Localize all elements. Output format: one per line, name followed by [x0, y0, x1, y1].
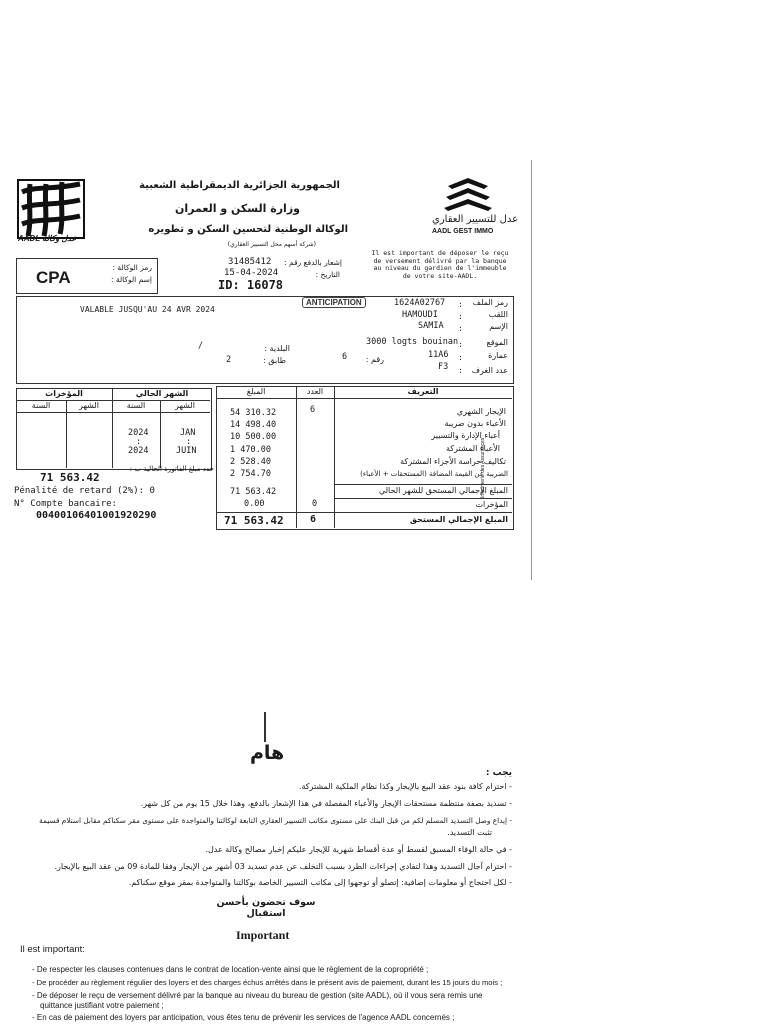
arrears-year-label: السنة — [31, 401, 51, 410]
important-ar-item-4: - في حالة الوفاء المسبق لقسط أو عدة أقساط شهرية للإيجار عليكم إخبار مصالح وكالة عدل. — [205, 845, 512, 854]
important-ar-item-1: - احترام كافة بنود عقد البيع بالإيجار وكذا نظام الملكية المشتركة. — [298, 782, 512, 791]
floor: 2 — [226, 355, 232, 365]
gestimmo-logo-icon — [438, 176, 498, 218]
guard-label: تكاليف حراسة الأجزاء المشتركة — [400, 457, 506, 466]
firstname-label: الإسم — [489, 322, 508, 331]
important-fr-title: Important — [236, 928, 290, 942]
arrears-month-label: الشهر — [79, 401, 99, 410]
valid-until: VALABLE JUSQU'AU 24 AVR 2024 — [80, 305, 215, 314]
commune: / — [198, 341, 204, 351]
file-code-label: رمز الملف — [472, 298, 508, 307]
important-ar-item-6: - لكل احتجاج أو معلومات إضافية: إتصلو أو توجهوا إلى مكاتب التسيير الخاصة بوكالتنا والمتواجدة بمقر موقع سكناكم. — [128, 878, 512, 887]
important-fr-item-3b: quittance justifiant votre paiement ; — [40, 1001, 164, 1010]
rent-amount: 54 310.32 — [230, 408, 277, 418]
agency-code-value: CPA — [36, 268, 71, 287]
grand-total-amount: 71 563.42 — [224, 514, 284, 527]
notice-id: ID: 16078 — [218, 278, 284, 292]
important-ar-item-5: - احترام آجال التسديد وهذا لتفادي إجراءات الطرد بسبب التخلف عن عدم تسديد 03 أشهر من الإيجار وفقا للمادة 09 من عقد البيع بالإيجار. — [54, 862, 512, 871]
lastname-label: اللقب — [488, 310, 508, 319]
notice-date-label: التاريخ : — [315, 270, 340, 279]
important-ar-item-3b: تثبت التسديد. — [447, 828, 492, 837]
notice-number-label: إشعار بالدفع رقم : — [284, 258, 342, 267]
agency-title: الوكالة الوطنية لتحسين السكن و تطويره — [148, 224, 348, 235]
total-amount: 71 563.42 — [40, 471, 100, 484]
current-year-label: السنة — [126, 401, 146, 410]
rooms-label: عدد الغرف — [471, 366, 508, 375]
current-month-label: الشهر — [175, 401, 195, 410]
bank-account-label: N° Compte bancaire: — [14, 499, 117, 509]
period-start-month: JAN — [180, 428, 196, 438]
site-label: الموقع — [486, 338, 508, 347]
republic-title: الجمهورية الجزائرية الديمقراطية الشعبية — [139, 180, 340, 191]
notice-date: 15-04-2024 — [224, 268, 279, 278]
site: 3000 logts bouinan — [366, 337, 459, 347]
grand-total-count: 6 — [310, 514, 317, 525]
notice-number: 31485412 — [228, 257, 272, 267]
count-header: العدد — [306, 387, 324, 396]
important-fr-item-4: - En cas de paiement des loyers par anticipation, vous êtes tenu de prévenir les services de l'agence AADL concernés ; — [32, 1013, 455, 1022]
floor-label: طابق : — [263, 356, 286, 365]
important-ar-item-2: - تسديد بصفة منتظمة مستحقات الإيجار والأعباء المفصلة في هذا الإشعار بالدفع، وهذا خلال 15 يوم من كل شهر. — [140, 799, 512, 808]
ministry-title: وزارة السكن و العمران — [175, 202, 300, 215]
unit-number-label: رقم : — [365, 355, 384, 364]
late-penalty: Pénalité de retard (2%): 0 — [14, 486, 155, 496]
building-label: عمارة — [488, 351, 508, 360]
printer-mark: Imprimerie des Assurances — [480, 437, 486, 498]
admin-amount: 10 500.00 — [230, 432, 277, 442]
must-label: يجب : — [485, 768, 512, 778]
period-separator-month: : — [186, 437, 192, 447]
common-label: الأعباء المشتركة — [445, 444, 500, 453]
vat-amount: 2 754.70 — [230, 469, 271, 479]
admin-label: أعباء الإدارة والتسيير — [431, 431, 500, 440]
anticipation-stamp: ANTICIPATION — [302, 297, 366, 308]
designation-header: التعريف — [407, 387, 439, 396]
period-end-year: 2024 — [128, 446, 149, 456]
lastname: HAMOUDI — [402, 310, 438, 320]
period-start-year: 2024 — [128, 428, 149, 438]
common-amount: 1 470.00 — [230, 445, 271, 455]
deposit-notice: Il est important de déposer le reçu de versement délivré par la banque au niveau du gardien de l'immeuble de votre site-AADL. — [371, 249, 509, 280]
period-separator-year: : — [136, 437, 142, 447]
rent-count: 6 — [310, 405, 316, 415]
firstname: SAMIA — [418, 321, 444, 331]
important-fr-item-2: - De procéder au règlement régulier des loyers et des charges échus arrêtés dans le présent avis de paiement, durant les 15 jours du mois ; — [32, 978, 503, 987]
rent-label: الإيجار الشهري — [456, 407, 506, 416]
vat-label: الضريبة عن القيمة المضافة (المستحقات + الأعباء) — [360, 470, 508, 478]
rooms: F3 — [438, 362, 449, 372]
period-end-month: JUIN — [176, 446, 197, 456]
charges-amount: 14 498.40 — [230, 420, 277, 430]
gestimmo-arabic-name: عدل للتسيير العقاري — [432, 214, 519, 225]
current-month-header: الشهر الحالي — [135, 389, 189, 398]
amount-header: المبلغ — [246, 387, 266, 396]
commune-label: البلدية : — [264, 344, 290, 353]
important-fr-intro: Il est important: — [20, 944, 85, 955]
scan-edge — [531, 160, 532, 580]
important-ar-item-3: - إيداع وصل التسديد المسلم لكم من قبل البنك على مستوى مكاتب التسيير العقاري التابعة لوكالتنا والمتواجدة على مستوى مقر سكناكم مقابل استلام قسيمة — [39, 816, 512, 825]
agency-subtitle: (شركة أسهم محل التسيير العقاري) — [227, 241, 316, 248]
arrears-amount: 0.00 — [244, 499, 265, 509]
payment-notice-document: AADL عدل وكالة الجمهورية الجزائرية الديمقراطية الشعبية وزارة السكن و العمران الوكالة الوطنية لتحسين السكن و تطويره (شركة أسهم محل التسيير العقاري) عدل للتسيير العقاري AADL GEST IMMO Il est important de déposer le reçu de versement délivré par la banque au niveau du gardien de l'immeuble de votre site-AADL. رمز الوكالة : إسم الوكالة : CPA 31485412 إشعار بالدفع رقم : 15-04-2024 التاريخ : ID: 16078 VALABLE JUSQU'AU 24 AVR 2024 ANTICIPATION 1624A02767 HAMOUDI SAMIA 3000 logts bouinan 11A6 F3 رمز الملف اللقب الإسم الموقع عمارة عدد الغرف : : : : : : / البلدية : 2 طابق : 6 رقم : المؤخرات الشهر الحالي السنة الشهر السنة الشهر 2024 : 2024 JAN : JUIN 71 563.42 حدد مبلغ الفاتورة الحالية ب : Pénalité de retard (2%): 0 N° Compte bancaire: 00400106401001920290 التعريف العدد المبلغ 54 310.32 6 الإيجار الشهري 14 498.40 الأعباء بدون ضريبة 10 500.00 أعباء الإدارة والتسيير 1 470.00 الأعباء المشتركة 2 528.40 تكاليف حراسة الأجزاء المشتركة 2 754.70 الضريبة عن القيمة المضافة (المستحقات + الأعباء) 71 563.42 المبلغ الإجمالي المستحق للشهر الحالي 0.00 0 المؤخرات 71 563.42 6 المبلغ الإجمالي المستحق Imprimerie des Assurances هام يجب : - احترام كافة بنود عقد البيع بالإيجار وكذا نظام الملكية المشتركة. - تسديد بصفة منتظمة مستحقات الإيجار والأعباء المفصلة في هذا الإشعار بالدفع، وهذا خلال 15 يوم من كل شهر. - إيداع وصل التسديد المسلم لكم من قبل البنك على مستوى مكاتب التسيير العقاري التابعة لوكالتنا والمتواجدة على مستوى مقر سكناكم مقابل استلام قسيمة تثبت التسديد. - في حالة الوفاء المسبق لقسط أو عدة أقساط شهرية للإيجار عليكم إخبار مصالح وكالة عدل. - احترام آجال التسديد وهذا لتفادي إجراءات الطرد بسبب التخلف عن عدم تسديد 03 أشهر من الإيجار وفقا للمادة 09 من عقد البيع بالإيجار. - لكل احتجاج أو معلومات إضافية: إتصلو أو توجهوا إلى مكاتب التسيير الخاصة بوكالتنا والمتواجدة بمقر موقع سكناكم. سوف تحضون بأحسن استقبال Important Il est important: - De respecter les clauses contenues dans le contrat de location-vente ainsi que le règlement de la copropriété ; - De procéder au règlement régulier des loyers et des charges échus arrêtés dans le présent avis de paiement, durant les 15 jours du mois ; - De déposer le reçu de versement délivré par la banque au niveau du bureau de gestion (site AADL), où il vous sera remis une quittance justifiant votre paiement ; - En cas de paiement des loyers par anticipation, vous êtes tenu de prévenir les services de l'agence AADL concernés ; — [0, 0, 768, 1024]
subtotal-amount: 71 563.42 — [230, 487, 277, 497]
important-fr-item-3: - De déposer le reçu de versement délivré par la banque au niveau du bureau de gestion (site AADL), où il vous sera remis une — [32, 991, 483, 1000]
important-fr-item-1: - De respecter les clauses contenues dans le contrat de location-vente ainsi que le règlement de la copropriété ; — [32, 965, 429, 974]
important-ar-title: هام — [250, 742, 285, 764]
arrears-label: المؤخرات — [475, 500, 508, 509]
gestimmo-name: AADL GEST IMMO — [432, 228, 494, 235]
arrears-header: المؤخرات — [45, 389, 83, 398]
building: 11A6 — [428, 350, 449, 360]
grand-total-label: المبلغ الإجمالي المستحق — [409, 515, 508, 524]
bank-account-number: 00400106401001920290 — [36, 510, 157, 521]
agency-name-label: إسم الوكالة : — [110, 275, 152, 284]
guard-amount: 2 528.40 — [230, 457, 271, 467]
unit-number: 6 — [342, 352, 348, 362]
aadl-logo-caption: AADL عدل وكالة — [18, 234, 77, 243]
total-amount-label: حدد مبلغ الفاتورة الحالية ب : — [129, 465, 214, 473]
agency-code-label: رمز الوكالة : — [112, 263, 152, 272]
subtotal-label: المبلغ الإجمالي المستحق للشهر الحالي — [378, 486, 508, 495]
file-code: 1624A02767 — [394, 298, 446, 308]
closing-message: سوف تحضون بأحسن استقبال — [216, 897, 316, 919]
charges-label: الأعباء بدون ضريبة — [444, 419, 506, 428]
arrears-count: 0 — [312, 499, 318, 509]
fold-mark — [264, 712, 266, 742]
